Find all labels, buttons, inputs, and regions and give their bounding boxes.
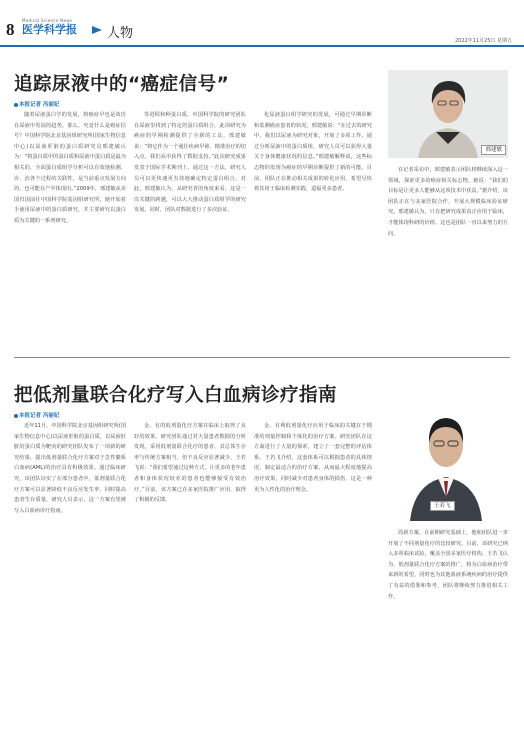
section-arrow-icon <box>92 26 102 34</box>
article2-portrait <box>396 385 496 521</box>
article1-column-2: 等进程和种蛋白质。中国科学院的研究团队在尿液里找到了特定的蛋白质组合，此项研究为癌症的早期检测提供了全新的工具。邢建敏说：“将它作为一个通往疾病早筛、精准治疗的切入点，我们从中获得了数据支持。”此次研究成果发表于国际学术期刊上，通过这一方法，研究人员可以更快速更有效地确定特定蛋白组合。对此，邢建敏认为，从研究者的角度来看，这是一次关键的跨越，可以大大推动蛋白质组学的研究发展。同时，团队对数据进行了多次验证。 <box>134 112 246 214</box>
article1-byline-text: 本报记者 冯丽妃 <box>19 102 60 108</box>
article1-column-4: 在记者采访中，邢建敏表示团队将继续深入这一领域，探索更多的癌症相关标志物。她说：“我们的目标是让更多人能够从这项技术中获益。”据介绍，该团队正在与多家医院合作，开展大规模临床验证研究。邢建敏认为，只有把研究成果真正应用于临床，才能体现科研的价值，这也是团队一直以来努力的方向。 <box>388 167 508 237</box>
article2-column-2: 金，有的低剂量化疗方案在临床上取得了良好的效果。研究团队通过对大量患者数据的分析发现，采用低剂量联合化疗的患者，其总体生存率与传统方案相当，但不良反应显著减少。王若飞说：“我们希望通过这种方式，让更多的老年患者和身体状况较差的患者也能够接受有效治疗。”目前，该方案已在多家医院推广应用，取得了积极的反馈。 <box>134 423 246 504</box>
article1-column-3: 化尿液蛋白组学研究的发展，可通过早期诊断和监测癌症患者的状况。邢建敏说：“在过去的研究中，我们以尿液为研究对象，开展了多项工作。通过分析尿液中的蛋白质组，研究人员可以获得大量关于身体健康状况的信息。”邢建敏解释说，这些标志物的发现为癌症的早期诊断提供了新的可能。目前，团队正在推动相关成果的转化应用，希望尽快将其用于临床检测实践，造福更多患者。 <box>254 112 372 193</box>
article1-byline <box>14 100 59 108</box>
article1-photo-caption: 邢建敏 <box>481 145 506 155</box>
masthead <box>22 18 77 36</box>
article1-column-1: 随着尿液蛋白学的发展，将癌症早也是效仿在尿液中发展的趋势。那么，究竟什么是癌症信号？中国科学院北京基因组研究所(国家生物信息中心)以尿液肝脏的蛋白质研究员邢建敏认为：“将蛋白质中的蛋白质和尿液中蛋白质是最为相关的，全面蛋白质组学分析可以有效地检测、诊、治各个过程的关联性，是当前重点发展方向的，也可能在产中体现出。”2009年，邢建敏从美国归国前往中国科学院基因组研究所，她开始着手使用尿液中的蛋白质研究，并主要研究以蛋白质为关键的一系列研究。 <box>14 112 126 224</box>
section-name: 人物 <box>107 26 134 41</box>
article2-column-1: 近年11月，中国科学院北京基因组研究所(国家生物信息中心)以尿液肝脏的蛋白质，以尿液肝脏的蛋白质为靶向的研究团队发布了一项新的研究结果，提出低剂量联合化疗方案对于急性髓系白血病(AML)的治疗具有积极效果。通过临床研究，该团队证实了在部分患者中，低剂量联合化疗方案可以显著降低不良反应发生率，同时提高患者生存质量。研究人员表示，这一方案有望被写入白血病诊疗指南。 <box>14 423 126 514</box>
article1-title: 追踪尿液中的“癌症信号” <box>14 74 230 95</box>
article2-column-3: 金，有利低剂量化疗应用于临床的关键在于精准的剂量控制和个体化的治疗方案。研究团队在这方面进行了大量的探索，建立了一套完整的评估体系。王若飞介绍，这套体系可以根据患者的具体情况，制定最适合的治疗方案，从而最大程度地提高治疗效果，同时减少对患者身体的损伤，这是一种更为人性化的治疗理念。 <box>254 423 372 493</box>
article-divider <box>14 357 510 358</box>
masthead-name: 医学科学报 <box>22 23 77 36</box>
masthead-english: Medical Science News <box>22 18 73 23</box>
article2-byline-text: 本报记者 冯丽妃 <box>19 413 60 419</box>
page-number: 8 <box>6 20 15 39</box>
byline-dot-icon <box>14 414 18 418</box>
article2-title: 把低剂量联合化疗写入白血病诊疗指南 <box>14 385 338 406</box>
header-rule <box>0 45 524 47</box>
page-header <box>0 0 524 50</box>
article2-column-4: 的新方案，在前期研究基础上，他和团队进一步开展了不同剂量化疗的比较研究。目前，该研究已纳入多项临床试验，覆盖全国多家医疗机构。王若飞认为，低剂量联合化疗方案的推广，将为白血病治疗带来新的希望，同时也为其他血液系统疾病的治疗提供了有益的借鉴和参考，团队将继续努力推进相关工作。 <box>388 530 508 600</box>
byline-dot-icon <box>14 103 18 107</box>
date-line: 2022年11月25日 星期五 <box>454 38 512 44</box>
article2-photo-caption: 王若飞 <box>430 501 455 511</box>
article2-byline <box>14 411 59 419</box>
article1-portrait <box>388 70 508 158</box>
